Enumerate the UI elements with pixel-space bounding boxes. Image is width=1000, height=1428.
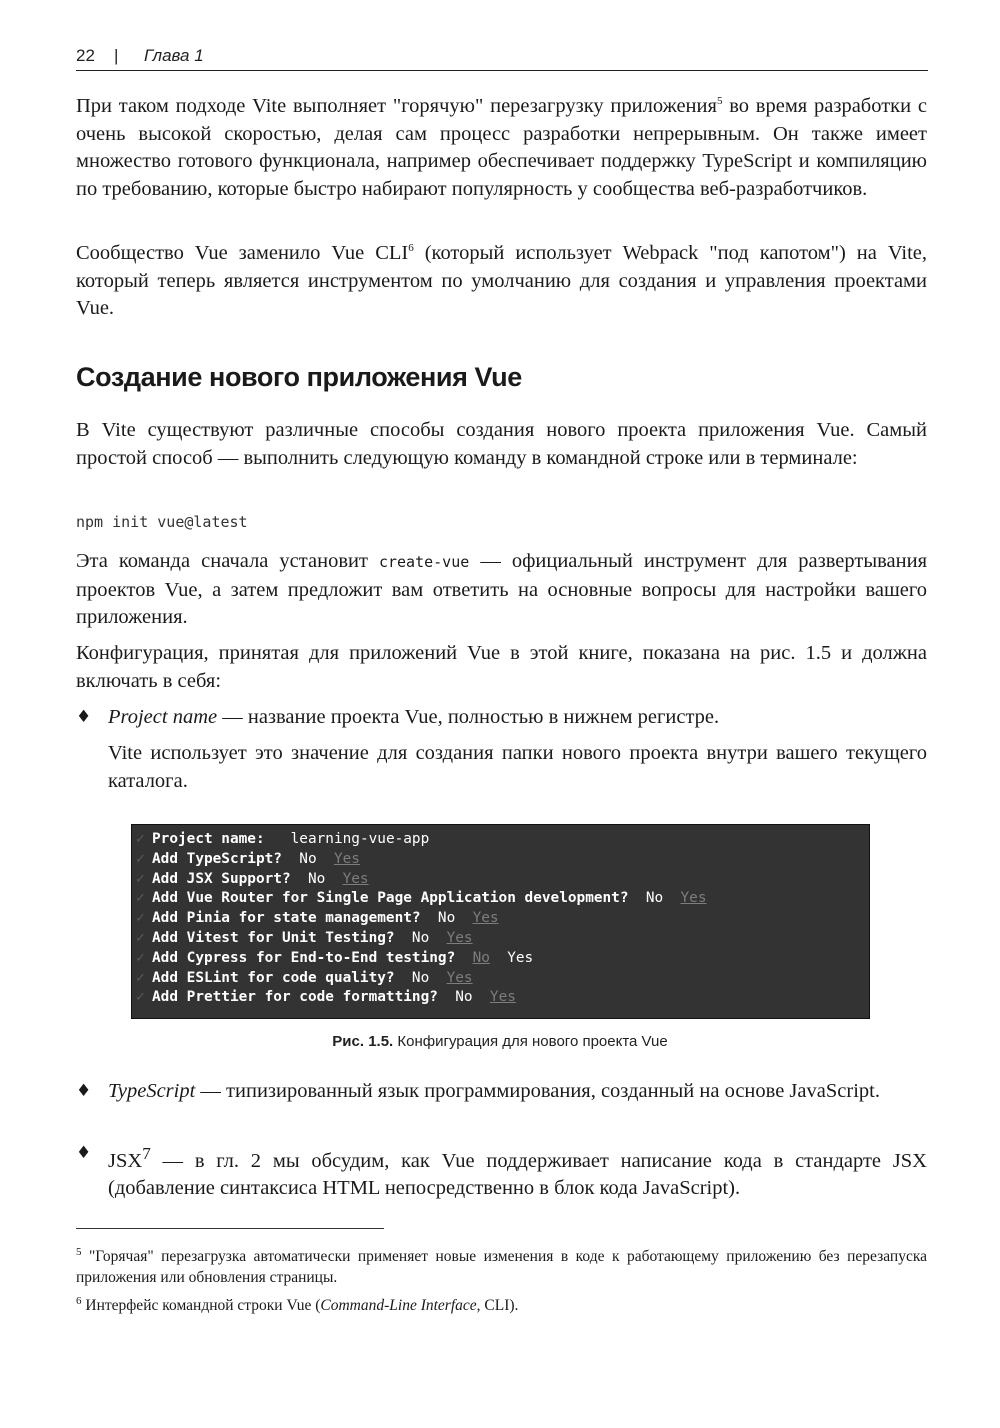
check-icon: ✓ bbox=[136, 930, 145, 946]
terminal-gap bbox=[282, 851, 299, 867]
caption-label: Рис. 1.5. bbox=[332, 1033, 394, 1050]
diamond-bullet-icon: ♦ bbox=[76, 707, 92, 727]
command-line: npm init vue@latest bbox=[76, 513, 248, 531]
header-rule bbox=[76, 70, 928, 71]
bullet-description: — в гл. 2 мы обсудим, как Vue поддерживает написание кода в стандарте JSX (добавление синтаксиса HTML непосредственно в блок кода JavaScript). bbox=[108, 1149, 927, 1200]
terminal-gap bbox=[429, 930, 446, 946]
bullet-term: JSX bbox=[108, 1149, 143, 1172]
caption-text: Конфигурация для нового проекта Vue bbox=[393, 1033, 668, 1050]
paragraph-text: (который использует Webpack "под капотом") на Vite, который теперь является инструментом по умолчанию для создания и управления проектами Vue. bbox=[76, 242, 928, 320]
terminal-question: Add Cypress for End-to-End testing? bbox=[152, 949, 456, 966]
check-icon: ✓ bbox=[136, 949, 145, 966]
terminal-answer: Yes bbox=[342, 870, 369, 887]
terminal-gap bbox=[629, 890, 646, 906]
terminal-answer: Yes bbox=[446, 969, 473, 986]
terminal-line bbox=[136, 849, 360, 869]
terminal-question: Add TypeScript? bbox=[152, 850, 282, 867]
terminal-answer: No bbox=[645, 890, 664, 907]
footnote-term: Command-Line Interface bbox=[320, 1297, 477, 1314]
terminal-gap bbox=[455, 910, 472, 926]
terminal-line bbox=[136, 888, 707, 908]
terminal-question: Add Vue Router for Single Page Application development? bbox=[152, 890, 629, 907]
terminal-gap bbox=[317, 851, 334, 867]
paragraph-vite-hot-reload bbox=[76, 93, 927, 203]
terminal-question: Add JSX Support? bbox=[152, 870, 291, 887]
terminal-gap bbox=[395, 970, 412, 986]
footnote-text: Интерфейс командной строки Vue ( bbox=[81, 1297, 321, 1314]
footnote-text: "Горячая" перезагрузка автоматически применяет новые изменения в коде к работающему приложению без перезапуска приложения или обновления страницы. bbox=[76, 1248, 927, 1286]
terminal-gap bbox=[265, 831, 291, 847]
diamond-bullet-icon: ♦ bbox=[76, 1143, 92, 1163]
terminal-question: Add ESLint for code quality? bbox=[152, 969, 395, 986]
check-icon: ✓ bbox=[136, 850, 145, 867]
terminal-answer: learning-vue-app bbox=[290, 831, 430, 847]
footnote-rule bbox=[76, 1228, 384, 1229]
terminal-answer: No bbox=[411, 969, 430, 986]
footnote-ref-6: 6 bbox=[408, 242, 414, 255]
paragraph-config: Конфигурация, принятая для приложений Vue в этой книге, показана на рис. 1.5 и должна включать в себя: bbox=[76, 642, 927, 692]
terminal-answer: No bbox=[455, 989, 473, 1006]
paragraph-text: во время разработки с очень высокой скоростью, делая сам процесс разработки непрерывным. Он также имеет множество готового функционала, например обеспечивает поддержку TypeScript и компиляцию по требованию, которые быстро набирают популярность у сообщества веб-разработчиков. bbox=[76, 95, 927, 200]
terminal-question: Add Prettier for code formatting? bbox=[152, 989, 438, 1006]
bullet-subtext: Vite использует это значение для создания папки нового проекта внутри вашего текущего каталога. bbox=[108, 742, 927, 792]
terminal-answer: Yes bbox=[333, 850, 360, 867]
check-icon: ✓ bbox=[136, 910, 145, 927]
bullet-text bbox=[108, 1078, 927, 1106]
bullet-term: Project name bbox=[108, 706, 218, 728]
terminal-answer: Yes bbox=[680, 890, 707, 907]
footnote-ref-5: 5 bbox=[716, 95, 723, 108]
terminal-gap bbox=[291, 871, 308, 887]
paragraph-create-vue bbox=[76, 548, 927, 632]
paragraph-text: — официальный инструмент для развертывания проектов Vue, а затем предложит вам ответить на основные вопросы для настройки вашего приложения. bbox=[76, 550, 927, 629]
terminal-answer: Yes bbox=[489, 989, 516, 1006]
terminal-answer: Yes bbox=[446, 930, 473, 946]
terminal-gap bbox=[490, 950, 507, 966]
terminal-question: Add Vitest for Unit Testing? bbox=[152, 930, 395, 946]
footnote-5 bbox=[76, 1246, 927, 1288]
paragraph-text: Сообщество Vue заменило Vue CLI bbox=[76, 242, 409, 264]
terminal-line bbox=[136, 908, 499, 928]
bullet-description: — типизированный язык программирования, созданный на основе JavaScript. bbox=[195, 1080, 880, 1102]
terminal-answer: Yes bbox=[472, 910, 499, 927]
check-icon: ✓ bbox=[136, 969, 145, 986]
bullet-description: — название проекта Vue, полностью в нижнем регистре. bbox=[217, 706, 720, 728]
check-icon: ✓ bbox=[136, 831, 145, 847]
paragraph-text: При таком подходе Vite выполняет "горячую" перезагрузку приложения bbox=[76, 95, 717, 117]
terminal-answer: No bbox=[299, 850, 317, 867]
running-header bbox=[76, 46, 928, 70]
bullet-text bbox=[108, 1140, 927, 1203]
footnote-number: 5 bbox=[76, 1245, 82, 1258]
terminal-screenshot bbox=[131, 824, 870, 1019]
chapter-title: Глава 1 bbox=[144, 46, 204, 65]
terminal-gap bbox=[473, 989, 490, 1005]
terminal-answer: No bbox=[307, 870, 326, 887]
section-heading: Создание нового приложения Vue bbox=[76, 362, 522, 392]
terminal-line bbox=[136, 928, 473, 948]
check-icon: ✓ bbox=[136, 870, 145, 887]
header-separator: | bbox=[114, 46, 119, 65]
terminal-line bbox=[136, 829, 429, 849]
terminal-answer: No bbox=[411, 930, 430, 946]
terminal-gap bbox=[438, 989, 455, 1005]
terminal-gap bbox=[663, 890, 680, 906]
figure-caption bbox=[0, 1033, 1000, 1050]
check-icon: ✓ bbox=[136, 890, 145, 907]
terminal-answer: No bbox=[472, 949, 490, 966]
page-number: 22 bbox=[76, 46, 95, 65]
footnote-6 bbox=[76, 1295, 927, 1316]
terminal-gap bbox=[395, 930, 412, 946]
check-icon: ✓ bbox=[136, 989, 145, 1006]
terminal-question: Project name: bbox=[152, 831, 265, 847]
terminal-answer: Yes bbox=[507, 949, 534, 966]
footnote-text: , CLI). bbox=[476, 1297, 519, 1314]
diamond-bullet-icon: ♦ bbox=[76, 1081, 92, 1101]
terminal-gap bbox=[429, 970, 446, 986]
footnote-number: 6 bbox=[76, 1294, 82, 1307]
terminal-line bbox=[136, 987, 516, 1007]
terminal-gap bbox=[421, 910, 438, 926]
terminal-gap bbox=[455, 950, 472, 966]
terminal-line bbox=[136, 869, 369, 889]
paragraph-create-methods: В Vite существуют различные способы создания нового проекта приложения Vue. Самый простой способ — выполнить следующую команду в командной строке или в терминале: bbox=[76, 419, 927, 469]
terminal-line bbox=[136, 948, 533, 968]
bullet-text bbox=[108, 704, 927, 732]
terminal-question: Add Pinia for state management? bbox=[152, 910, 421, 927]
paragraph-text: Эта команда сначала установит bbox=[76, 550, 379, 572]
footnote-ref-7: 7 bbox=[142, 1144, 151, 1163]
terminal-gap bbox=[325, 871, 342, 887]
paragraph-vue-cli bbox=[76, 240, 927, 323]
terminal-answer: No bbox=[437, 910, 456, 927]
bullet-term: TypeScript bbox=[108, 1080, 196, 1102]
terminal-line bbox=[136, 968, 473, 988]
inline-code: create-vue bbox=[378, 553, 470, 571]
